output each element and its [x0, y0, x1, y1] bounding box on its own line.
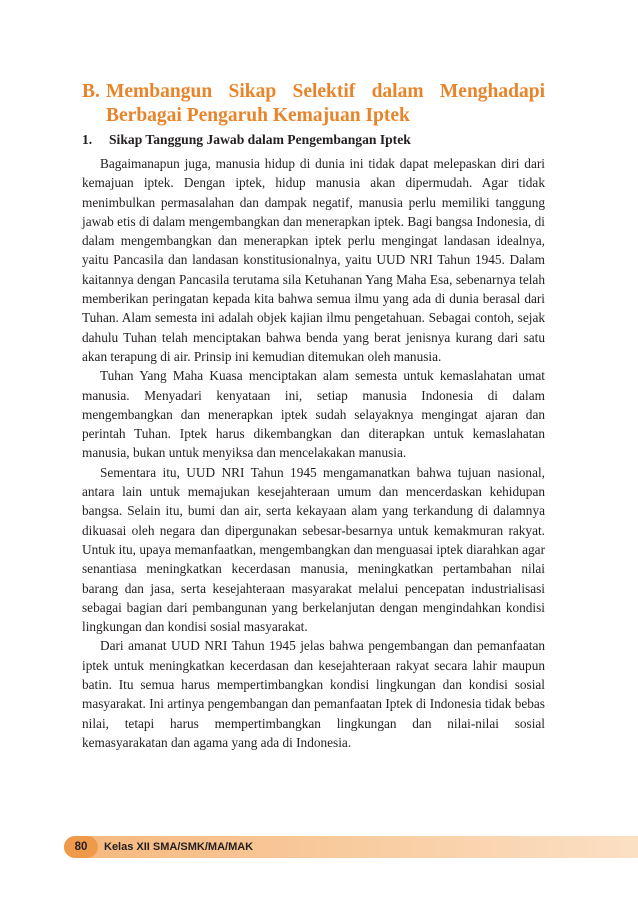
body-text: [82, 154, 545, 752]
subsection-title: Sikap Tanggung Jawab dalam Pengembangan Iptek: [109, 132, 411, 147]
section-title-line2: Berbagai Pengaruh Kemajuan Iptek: [106, 105, 410, 126]
section-letter: B.: [82, 81, 100, 102]
section-heading: [82, 80, 545, 128]
book-title: Kelas XII SMA/SMK/MA/MAK: [104, 841, 254, 853]
subsection-number: 1.: [82, 132, 93, 147]
paragraph: Sementara itu, UUD NRI Tahun 1945 mengamanatkan bahwa tujuan nasional, antara lain untuk memajukan kesejahteraan umum dan mencerdaskan kehidupan bangsa. Selain itu, bumi dan air, serta kekayaan alam yang terkandung di dalamnya dikuasai oleh negara dan dipergunakan sebesar-besarnya untuk kemakmuran rakyat. Untuk itu, upaya memanfaatkan, mengembangkan dan menguasai iptek diarahkan agar senantiasa meningkatkan kecerdasan manusia, meningkatkan pertambahan nilai barang dan jasa, serta kesejahteraan masyarakat melalui pencepatan industrialisasi sebagai bagian dari pembangunan yang berkelanjutan dengan mengindahkan kondisi lingkungan dan kondisi sosial masyarakat.: [82, 464, 545, 635]
paragraph: Bagaimanapun juga, manusia hidup di dunia ini tidak dapat melepaskan diri dari kemajuan iptek. Dengan iptek, hidup manusia akan dipermudah. Agar tidak menimbulkan permasalahan dan dampak negatif, manusia perlu memiliki tanggung jawab etis di dalam mengembangkan dan menerapkan iptek. Bagi bangsa Indonesia, di dalam mengembangkan dan menerapkan iptek perlu mengingat landasan idealnya, yaitu Pancasila dan landasan konstitusionalnya, yaitu UUD NRI Tahun 1945. Dalam kaitannya dengan Pancasila terutama sila Ketuhanan Yang Maha Esa, sebenarnya telah memberikan peringatan kepada kita bahwa semua ilmu yang ada di dunia berasal dari Tuhan. Alam semesta ini adalah objek kajian ilmu pengetahuan. Sebagai contoh, sejak dahulu Tuhan telah menciptakan bahwa benda yang berat jenisnya kurang dari satu akan terapung di air. Prinsip ini kemudian ditemukan oleh manusia.: [82, 156, 545, 364]
page-number: 80: [64, 836, 98, 858]
paragraph: Tuhan Yang Maha Kuasa menciptakan alam semesta untuk kemaslahatan umat manusia. Menyadari kenyataan ini, setiap manusia Indonesia di dalam mengembangkan dan menerapkan iptek sudah selayaknya mengingat ajaran dan perintah Tuhan. Iptek harus dikembangkan dan diterapkan untuk kemaslahatan manusia, bukan untuk menyiksa dan mencelakakan manusia.: [82, 368, 545, 461]
paragraph: Dari amanat UUD NRI Tahun 1945 jelas bahwa pengembangan dan pemanfaatan iptek untuk meningkatkan kecerdasan dan kesejahteraan rakyat secara lahir maupun batin. Itu semua harus mempertimbangkan kondisi lingkungan dan kondisi sosial masyarakat. Ini artinya pengembangan dan pemanfaatan Iptek di Indonesia tidak bebas nilai, tetapi harus mempertimbangkan lingkungan dan nilai-nilai sosial kemasyarakatan dan agama yang ada di Indonesia.: [82, 638, 545, 750]
page-footer: [0, 836, 638, 858]
section-title-line1: Membangun Sikap Selektif dalam Menghadapi: [106, 81, 545, 102]
subsection-heading: [82, 131, 411, 149]
